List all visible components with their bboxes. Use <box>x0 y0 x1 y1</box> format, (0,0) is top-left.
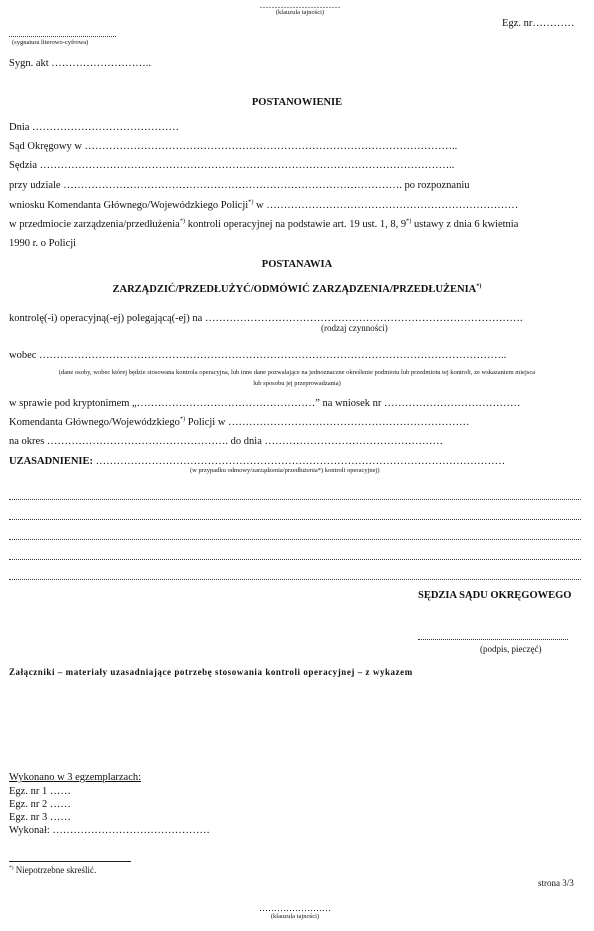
case-reference: Sygn. akt ……………………….. <box>9 58 152 69</box>
motion-text: wniosku Komendanta Głównego/Wojewódzkiego Policji <box>9 200 249 211</box>
date-field: Dnia …………………………………… <box>9 122 180 133</box>
classification-dots-bottom: …………………… <box>259 903 331 913</box>
justification-line <box>9 579 581 580</box>
footnote-rule <box>9 861 131 862</box>
court-field: Sąd Okręgowy w …………………………………………………………………………………………….. <box>9 141 458 152</box>
commander-field <box>9 417 470 428</box>
justification-line <box>9 539 581 540</box>
decision-text: ZARZĄDZIĆ/PRZEDŁUŻYĆ/ODMÓWIĆ ZARZĄDZENIA/PRZEDŁUŻENIA <box>112 284 477 295</box>
footnote-mark: *) <box>406 217 412 225</box>
executed-heading: Wykonano w 3 egzemplarzach: <box>9 772 142 783</box>
copy-number: Egz. nr………… <box>502 18 575 29</box>
signature-line <box>9 36 116 37</box>
classification-label-top: (klauzula tajności) <box>275 9 325 16</box>
footnote-mark: *) <box>248 198 254 206</box>
classification-dots-top: ……………………… <box>259 0 341 10</box>
executor-line: Wykonał: ……………………………………… <box>9 825 210 836</box>
footnote-mark: *) <box>179 217 186 225</box>
decides-heading: POSTANAWIA <box>261 259 333 270</box>
footnote-mark: *) <box>179 415 186 423</box>
case-cryptonym-field: w sprawie pod kryptonimem „……………………………………………” na wniosek nr ………………………………… <box>9 398 521 409</box>
justification-label: UZASADNIENIE: <box>9 456 94 467</box>
subject-text-a: w przedmiocie zarządzenia/przedłużenia <box>9 219 180 230</box>
signature-stamp-label: (podpis, pieczęć) <box>480 644 542 654</box>
control-field: kontrolę(-i) operacyjną(-ej) polegającą(-ej) na ………………………………………………………………………………. <box>9 313 523 324</box>
footnote-mark: *) <box>9 865 14 871</box>
footnote <box>9 865 96 875</box>
motion-field <box>9 200 518 211</box>
attachments-line: Załączniki – materiały uzasadniające potrzebę stosowania kontroli operacyjnej – z wykazem <box>9 667 413 677</box>
signature-label: (sygnatura literowo-cyfrowa) <box>12 39 89 46</box>
participation-field: przy udziale ……………………………………………………………………………………. po rozpoznaniu <box>9 180 470 191</box>
period-field: na okres ……………………………………………. do dnia …………………………………………… <box>9 436 443 447</box>
subject-field <box>9 219 518 230</box>
judge-field: Sędzia ……………………………………………………………………………………………………….. <box>9 160 455 171</box>
control-label: (rodzaj czynności) <box>321 323 388 333</box>
signature-dots <box>418 639 568 640</box>
commander-text: Komendanta Głównego/Wojewódzkiego <box>9 417 180 428</box>
page-number: strona 3/3 <box>538 878 574 888</box>
justification-field <box>9 456 505 467</box>
footnote-mark: *) <box>476 282 482 290</box>
against-field: wobec …………………………………………………………………………………………………………………….. <box>9 350 507 361</box>
justification-line <box>9 559 581 560</box>
subject-text-b: kontroli operacyjnej na podstawie art. 19 ust. 1, 8, 9 <box>185 219 407 230</box>
subject-text-c: ustawy z dnia 6 kwietnia <box>411 219 519 230</box>
footnote-text: Niepotrzebne skreślić. <box>13 865 97 875</box>
justification-note: (w przypadku odmowy/zarządzenia/przedłużenia*) kontroli operacyjnej) <box>190 467 380 474</box>
copy-line: Egz. nr 2 …… <box>9 799 71 810</box>
document-title: POSTANOWIENIE <box>251 97 343 108</box>
classification-label-bottom: (klauzula tajności) <box>270 913 320 920</box>
justification-line <box>9 499 581 500</box>
against-note-line1: (dane osoby, wobec której będzie stosowana kontrola operacyjna, lub inne dane pozwalające na jednoznaczne określenie podmiotu lub przedmiotu tej kontroli, ze wskazaniem miejsca <box>58 369 536 376</box>
justification-dots: ……………………………………………………………………………………………………… <box>93 456 506 467</box>
justification-line <box>9 519 581 520</box>
commander-text-end: Policji w …………………………………………………………… <box>185 417 470 428</box>
copy-line: Egz. nr 3 …… <box>9 812 71 823</box>
motion-end: w ……………………………………………………………… <box>253 200 519 211</box>
subject-field-line2: 1990 r. o Policji <box>9 238 77 249</box>
against-note-line2: lub sposobu jej przeprowadzania) <box>253 380 341 387</box>
copy-line: Egz. nr 1 …… <box>9 786 71 797</box>
decision-heading <box>0 284 594 295</box>
judge-title: SĘDZIA SĄDU OKRĘGOWEGO <box>418 590 572 601</box>
